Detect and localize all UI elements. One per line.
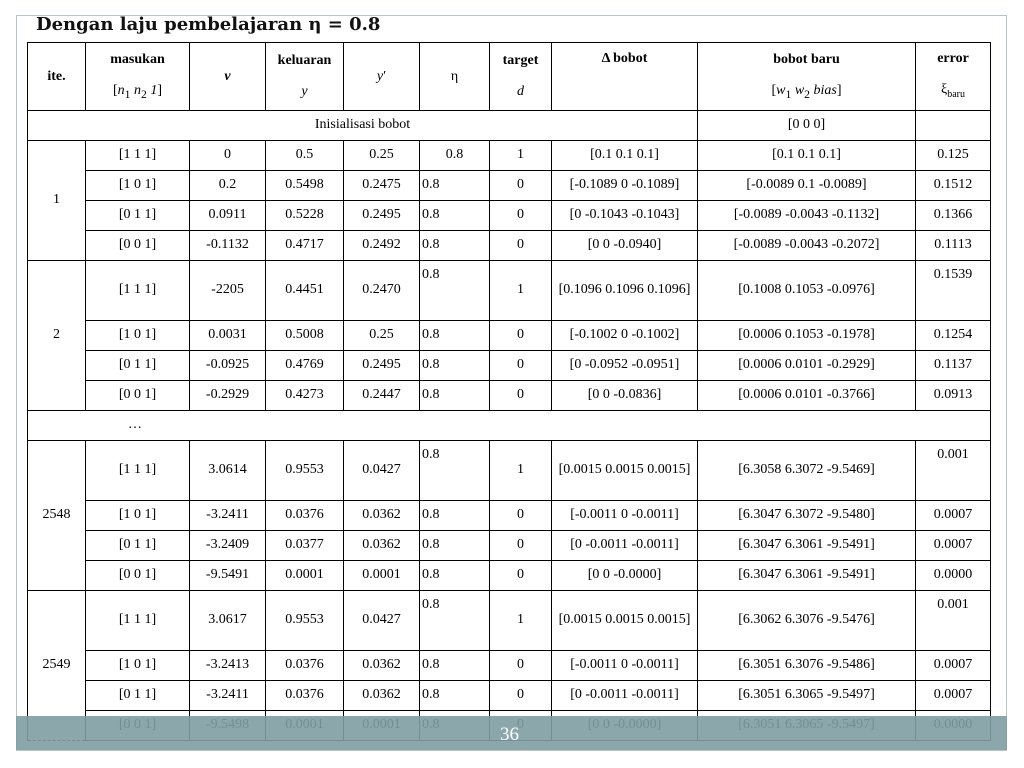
error-cell: 0.0007 — [916, 500, 991, 530]
target-cell: 0 — [490, 680, 552, 710]
target-cell: 0 — [490, 530, 552, 560]
target-cell: 0 — [490, 170, 552, 200]
header-row — [28, 43, 991, 111]
v-cell: 3.0617 — [190, 590, 266, 650]
header-error: error $\xi_{baru}$ — [916, 43, 991, 111]
new-weight-cell: [6.3051 6.3076 -9.5486] — [698, 650, 916, 680]
output-cell: 0.9553 — [266, 440, 344, 500]
ellipsis-cell: … — [28, 410, 991, 440]
input-cell: [1 0 1] — [86, 320, 190, 350]
table-row — [28, 350, 991, 380]
table-row — [28, 650, 991, 680]
input-cell: [1 1 1] — [86, 440, 190, 500]
header-ite: ite. — [28, 43, 86, 111]
header-v: v — [190, 43, 266, 111]
output-cell: 0.0377 — [266, 530, 344, 560]
new-weight-cell: [-0.0089 -0.0043 -0.1132] — [698, 200, 916, 230]
input-cell: [1 1 1] — [86, 260, 190, 320]
init-weights: [0 0 0] — [698, 110, 916, 140]
header-eta: η — [420, 43, 490, 111]
delta-weight-cell: [0 -0.0011 -0.0011] — [552, 530, 698, 560]
table-row — [28, 170, 991, 200]
target-cell: 1 — [490, 260, 552, 320]
input-cell: [0 1 1] — [86, 350, 190, 380]
error-cell: 0.1512 — [916, 170, 991, 200]
derivative-cell: 0.0362 — [344, 530, 420, 560]
error-cell: 0.001 — [916, 590, 991, 650]
eta-cell: 0.8 — [420, 560, 490, 590]
table-row — [28, 680, 991, 710]
new-weight-cell: [0.1008 0.1053 -0.0976] — [698, 260, 916, 320]
input-cell: [0 1 1] — [86, 200, 190, 230]
table-row — [28, 320, 991, 350]
header-keluaran: keluaran y — [266, 43, 344, 111]
error-cell: 0.1137 — [916, 350, 991, 380]
new-weight-cell: [0.0006 0.0101 -0.2929] — [698, 350, 916, 380]
iteration-cell: 2549 — [28, 590, 86, 740]
eta-cell: 0.8 — [420, 170, 490, 200]
delta-weight-cell: [0 -0.0952 -0.0951] — [552, 350, 698, 380]
iteration-cell: 2548 — [28, 440, 86, 590]
new-weight-cell: [0.0006 0.1053 -0.1978] — [698, 320, 916, 350]
input-cell: [1 1 1] — [86, 590, 190, 650]
delta-weight-cell: [0 0 -0.0836] — [552, 380, 698, 410]
output-cell: 0.0001 — [266, 560, 344, 590]
init-error — [916, 110, 991, 140]
eta-cell: 0.8 — [420, 500, 490, 530]
derivative-cell: 0.2492 — [344, 230, 420, 260]
v-cell: 3.0614 — [190, 440, 266, 500]
v-cell: -0.2929 — [190, 380, 266, 410]
init-label: Inisialisasi bobot — [28, 110, 698, 140]
v-cell: 0.0031 — [190, 320, 266, 350]
error-cell: 0.0007 — [916, 650, 991, 680]
delta-weight-cell: [0 -0.0011 -0.0011] — [552, 680, 698, 710]
eta-cell: 0.8 — [420, 530, 490, 560]
init-row — [28, 110, 991, 140]
error-cell: 0.0913 — [916, 380, 991, 410]
delta-weight-cell: [-0.0011 0 -0.0011] — [552, 500, 698, 530]
output-cell: 0.4769 — [266, 350, 344, 380]
new-weight-cell: [6.3047 6.3061 -9.5491] — [698, 530, 916, 560]
derivative-cell: 0.2470 — [344, 260, 420, 320]
new-weight-cell: [6.3047 6.3061 -9.5491] — [698, 560, 916, 590]
input-cell: [0 0 1] — [86, 560, 190, 590]
target-cell: 0 — [490, 650, 552, 680]
input-cell: [0 0 1] — [86, 380, 190, 410]
output-cell: 0.4451 — [266, 260, 344, 320]
delta-weight-cell: [0.1096 0.1096 0.1096] — [552, 260, 698, 320]
table-row — [28, 530, 991, 560]
target-cell: 0 — [490, 350, 552, 380]
new-weight-cell: [0.0006 0.0101 -0.3766] — [698, 380, 916, 410]
derivative-cell: 0.0362 — [344, 500, 420, 530]
delta-weight-cell: [0.0015 0.0015 0.0015] — [552, 440, 698, 500]
table-row — [28, 260, 991, 320]
eta-cell: 0.8 — [420, 140, 490, 170]
v-cell: -0.1132 — [190, 230, 266, 260]
v-cell: -3.2413 — [190, 650, 266, 680]
error-cell: 0.1113 — [916, 230, 991, 260]
error-cell: 0.1539 — [916, 260, 991, 320]
table-row — [28, 500, 991, 530]
v-cell: -9.5491 — [190, 560, 266, 590]
new-weight-cell: [0.1 0.1 0.1] — [698, 140, 916, 170]
output-cell: 0.4273 — [266, 380, 344, 410]
delta-weight-cell: [-0.1089 0 -0.1089] — [552, 170, 698, 200]
error-cell: 0.0000 — [916, 560, 991, 590]
new-weight-cell: [6.3058 6.3072 -9.5469] — [698, 440, 916, 500]
eta-cell: 0.8 — [420, 650, 490, 680]
training-table — [27, 42, 991, 741]
eta-cell: 0.8 — [420, 350, 490, 380]
v-cell: -0.0925 — [190, 350, 266, 380]
target-cell: 0 — [490, 320, 552, 350]
v-cell: -3.2411 — [190, 500, 266, 530]
header-masukan: masukan [$n_1$ $n_2$ 1] — [86, 43, 190, 111]
input-cell: [1 1 1] — [86, 140, 190, 170]
header-bobot-baru-sub: [$w_1$ $w_2$ bias] — [771, 82, 842, 101]
delta-weight-cell: [0.0015 0.0015 0.0015] — [552, 590, 698, 650]
target-cell: 1 — [490, 440, 552, 500]
header-masukan-sub: [$n_1$ $n_2$ 1] — [113, 82, 162, 101]
output-cell: 0.5008 — [266, 320, 344, 350]
input-cell: [1 0 1] — [86, 170, 190, 200]
output-cell: 0.0376 — [266, 500, 344, 530]
delta-weight-cell: [0 0 -0.0000] — [552, 560, 698, 590]
eta-cell: 0.8 — [420, 590, 490, 650]
derivative-cell: 0.0427 — [344, 590, 420, 650]
output-cell: 0.4717 — [266, 230, 344, 260]
table-row — [28, 230, 991, 260]
input-cell: [0 1 1] — [86, 680, 190, 710]
header-bobot-baru: bobot baru [$w_1$ $w_2$ bias] — [698, 43, 916, 111]
table-row — [28, 560, 991, 590]
derivative-cell: 0.2447 — [344, 380, 420, 410]
error-cell: 0.0007 — [916, 680, 991, 710]
derivative-cell: 0.25 — [344, 320, 420, 350]
output-cell: 0.0376 — [266, 650, 344, 680]
new-weight-cell: [6.3047 6.3072 -9.5480] — [698, 500, 916, 530]
target-cell: 1 — [490, 140, 552, 170]
error-cell: 0.1254 — [916, 320, 991, 350]
eta-cell: 0.8 — [420, 200, 490, 230]
derivative-cell: 0.2495 — [344, 350, 420, 380]
input-cell: [0 1 1] — [86, 530, 190, 560]
eta-cell: 0.8 — [420, 320, 490, 350]
derivative-cell: 0.0427 — [344, 440, 420, 500]
header-target: target d — [490, 43, 552, 111]
delta-weight-cell: [0.1 0.1 0.1] — [552, 140, 698, 170]
delta-weight-cell: [0 0 -0.0940] — [552, 230, 698, 260]
delta-weight-cell: [-0.1002 0 -0.1002] — [552, 320, 698, 350]
eta-cell: 0.8 — [420, 440, 490, 500]
derivative-cell: 0.0362 — [344, 680, 420, 710]
target-cell: 0 — [490, 200, 552, 230]
derivative-cell: 0.2495 — [344, 200, 420, 230]
new-weight-cell: [-0.0089 0.1 -0.0089] — [698, 170, 916, 200]
slide-title: Dengan laju pembelajaran η = 0.8 — [36, 14, 381, 35]
target-cell: 0 — [490, 560, 552, 590]
iteration-cell: 1 — [28, 140, 86, 260]
header-y-prime: y′ — [344, 43, 420, 111]
delta-weight-cell: [-0.0011 0 -0.0011] — [552, 650, 698, 680]
derivative-cell: 0.2475 — [344, 170, 420, 200]
new-weight-cell: [6.3051 6.3065 -9.5497] — [698, 680, 916, 710]
v-cell: -3.2409 — [190, 530, 266, 560]
eta-cell: 0.8 — [420, 260, 490, 320]
error-cell: 0.001 — [916, 440, 991, 500]
target-cell: 1 — [490, 590, 552, 650]
input-cell: [1 0 1] — [86, 500, 190, 530]
v-cell: 0.0911 — [190, 200, 266, 230]
new-weight-cell: [-0.0089 -0.0043 -0.2072] — [698, 230, 916, 260]
input-cell: [0 0 1] — [86, 230, 190, 260]
eta-cell: 0.8 — [420, 680, 490, 710]
target-cell: 0 — [490, 500, 552, 530]
error-cell: 0.1366 — [916, 200, 991, 230]
error-cell: 0.0007 — [916, 530, 991, 560]
target-cell: 0 — [490, 230, 552, 260]
v-cell: -2205 — [190, 260, 266, 320]
error-cell: 0.125 — [916, 140, 991, 170]
delta-weight-cell: [0 -0.1043 -0.1043] — [552, 200, 698, 230]
table-row — [28, 440, 991, 500]
output-cell: 0.9553 — [266, 590, 344, 650]
output-cell: 0.5 — [266, 140, 344, 170]
derivative-cell: 0.0001 — [344, 560, 420, 590]
iteration-cell: 2 — [28, 260, 86, 410]
input-cell: [1 0 1] — [86, 650, 190, 680]
v-cell: 0 — [190, 140, 266, 170]
table-row — [28, 590, 991, 650]
output-cell: 0.5228 — [266, 200, 344, 230]
target-cell: 0 — [490, 380, 552, 410]
output-cell: 0.0376 — [266, 680, 344, 710]
eta-cell: 0.8 — [420, 230, 490, 260]
page-number: 36 — [500, 724, 519, 745]
derivative-cell: 0.25 — [344, 140, 420, 170]
derivative-cell: 0.0362 — [344, 650, 420, 680]
table-row — [28, 140, 991, 170]
eta-cell: 0.8 — [420, 380, 490, 410]
v-cell: -3.2411 — [190, 680, 266, 710]
header-delta-bobot: Δ bobot — [552, 43, 698, 111]
ellipsis-row — [28, 410, 991, 440]
table-row — [28, 200, 991, 230]
output-cell: 0.5498 — [266, 170, 344, 200]
v-cell: 0.2 — [190, 170, 266, 200]
table-row — [28, 380, 991, 410]
new-weight-cell: [6.3062 6.3076 -9.5476] — [698, 590, 916, 650]
